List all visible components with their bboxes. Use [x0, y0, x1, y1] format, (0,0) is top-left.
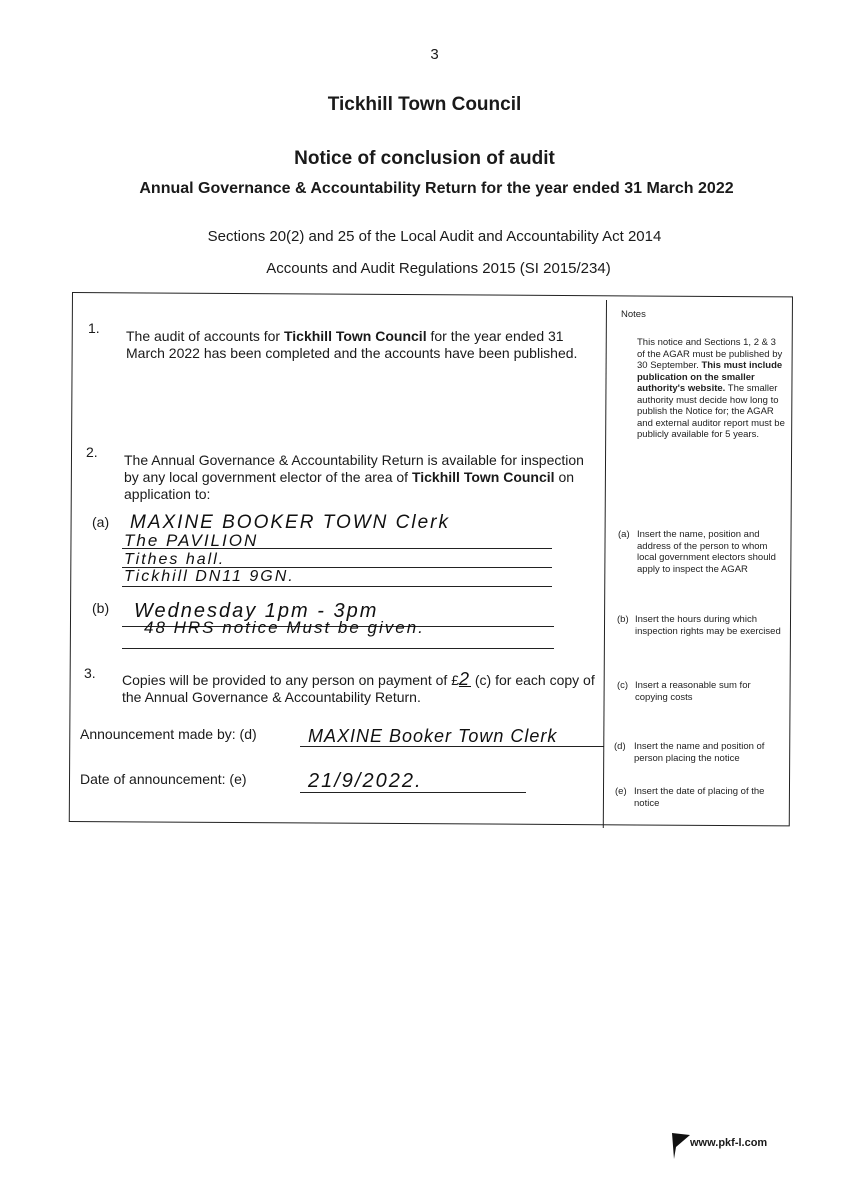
notes-heading: Notes [621, 309, 646, 320]
agar-title: Annual Governance & Accountability Return for the year ended 31 March 2022 [139, 180, 734, 197]
sections-line: Sections 20(2) and 25 of the Local Audit and Accountability Act 2014 [207, 228, 662, 245]
note-e-text: Insert the date of placing of the notice [634, 786, 765, 809]
item-a-label: (a) [92, 514, 110, 530]
item-a-line-1: MAXINE BOOKER TOWN Clerk [130, 512, 451, 533]
item-a-line-3: Tithes hall. [124, 551, 226, 568]
item-2-number: 2. [86, 444, 98, 460]
council-title: Tickhill Town Council [327, 94, 522, 115]
note-c-text: Insert a reasonable sum for copying costs [635, 680, 751, 703]
note-b-text: Insert the hours during which inspection rights may be exercised [635, 614, 781, 637]
item-1-number: 1. [88, 320, 100, 336]
item-a-underline-3 [122, 586, 552, 587]
item-1-text: The audit of accounts for Tickhill Town Council for the year ended 31 March 2022 has been completed and the accounts have been published. [126, 328, 578, 361]
date-underline [300, 792, 526, 793]
item-b-line-1: Wednesday 1pm - 3pm [134, 600, 379, 622]
note-a-label: (a) [618, 529, 630, 540]
announcement-underline [300, 746, 604, 747]
note-d-label: (d) [614, 741, 626, 752]
notes-intro: This notice and Sections 1, 2 & 3 of the AGAR must be published by 30 September. This must include publication on the smaller authority's website. The smaller authority must decide how long to publish the Notice for; the AGAR and external auditor report must be publicly available for 5 years. [637, 337, 785, 440]
date-value: 21/9/2022. [308, 770, 423, 792]
item-b-label: (b) [92, 600, 110, 616]
item-a-line-4: Tickhill DN11 9GN. [124, 568, 295, 585]
item-2-text: The Annual Governance & Accountability Return is available for inspection by any local government elector of the area of Tickhill Town Council on application to: [124, 452, 584, 502]
item-3-number: 3. [84, 665, 96, 681]
notice-title: Notice of conclusion of audit [294, 148, 555, 169]
item-a-line-2: The PAVILION [124, 531, 259, 550]
item-b-line-2: 48 HRS notice Must be given. [144, 618, 425, 637]
note-b-label: (b) [617, 614, 629, 625]
pkf-logo-icon [672, 1133, 690, 1159]
regulations-line: Accounts and Audit Regulations 2015 (SI 2015/234) [266, 260, 611, 277]
announcement-label: Announcement made by: (d) [80, 726, 257, 742]
page-number: 3 [430, 46, 439, 63]
item-3-amount: 2 [458, 669, 471, 689]
note-a-text: Insert the name, position and address of the person to whom local government electors should apply to inspect the AGAR [637, 529, 776, 575]
footer-url: www.pkf-l.com [690, 1137, 768, 1149]
date-label: Date of announcement: (e) [80, 771, 247, 787]
note-d-text: Insert the name and position of person placing the notice [634, 741, 765, 764]
item-3-text: Copies will be provided to any person on payment of £2 (c) for each copy of the Annual Governance & Accountability Return. [122, 669, 595, 705]
note-e-label: (e) [615, 786, 627, 797]
announcement-value: MAXINE Booker Town Clerk [308, 726, 558, 746]
item-b-underline-2 [122, 648, 554, 649]
note-c-label: (c) [617, 680, 629, 691]
